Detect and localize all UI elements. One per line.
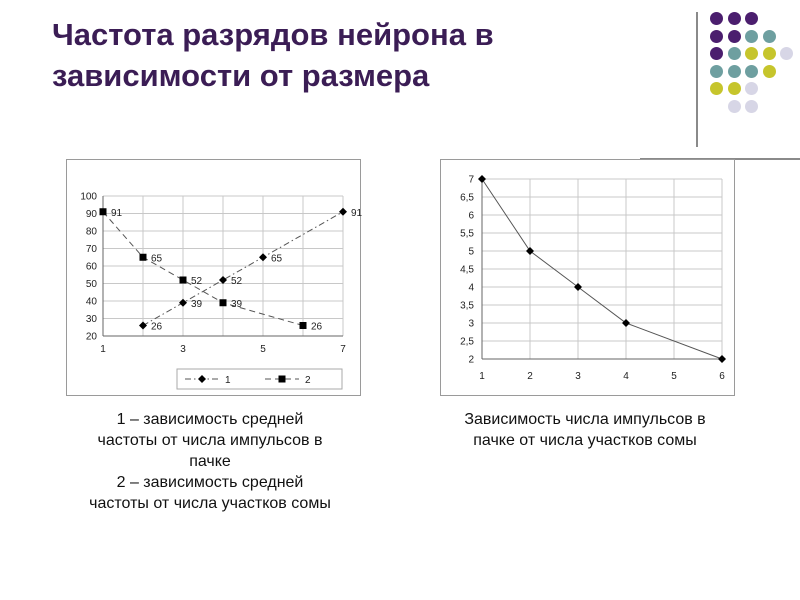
decor-dot: [728, 47, 741, 60]
series-point: [622, 319, 630, 327]
y-tick-label: 4: [468, 282, 474, 294]
y-tick-label: 50: [85, 279, 97, 290]
series-point: [574, 283, 582, 291]
y-tick-label: 3,5: [460, 300, 474, 312]
x-tick-label: 3: [575, 371, 581, 382]
decor-dot: [728, 82, 741, 95]
series-1-point: [219, 276, 227, 284]
series-2-line: [103, 212, 303, 326]
series-1-data-label: 39: [191, 298, 203, 310]
caption-left-line-2: частоты от числа импульсов в: [97, 432, 323, 449]
y-tick-label: 7: [468, 174, 474, 186]
series-2-point: [300, 322, 307, 329]
legend-marker-2: [279, 376, 286, 383]
caption-right: [412, 409, 758, 451]
series-1-data-label: 65: [271, 253, 283, 265]
series-1-data-label: 26: [151, 321, 163, 333]
series-1-data-label: 52: [231, 276, 243, 287]
x-tick-label: 4: [623, 371, 629, 382]
series-point: [526, 247, 534, 255]
series-1-data-label: 91: [351, 207, 363, 219]
decor-dot: [710, 30, 723, 43]
caption-left: [30, 409, 390, 514]
y-tick-label: 6,5: [460, 192, 474, 204]
x-tick-label: 7: [340, 344, 346, 355]
decor-dot: [710, 65, 723, 78]
chart-right: [441, 160, 734, 395]
legend: [177, 369, 342, 389]
decor-dot: [745, 100, 758, 113]
series-2-data-label: 52: [191, 276, 203, 287]
x-tick-label: 5: [671, 371, 677, 382]
caption-left-line-4: 2 – зависимость средней: [116, 474, 304, 491]
y-tick-label: 2: [468, 354, 474, 366]
y-tick-label: 40: [85, 296, 97, 308]
y-tick-label: 20: [85, 331, 97, 343]
series-1-point: [179, 299, 187, 307]
y-tick-label: 80: [85, 226, 97, 238]
decor-dot: [710, 82, 723, 95]
y-tick-label: 5,5: [460, 228, 474, 240]
legend-label-1: 1: [225, 375, 231, 386]
decor-dot: [745, 30, 758, 43]
slide-title-line-1: Частота разрядов нейрона в: [52, 17, 494, 52]
decor-dot: [728, 12, 741, 25]
series-1-point: [139, 322, 147, 330]
chart-left: [67, 160, 363, 395]
series-1-point: [259, 253, 267, 261]
caption-left-line-1: 1 – зависимость средней: [116, 411, 304, 428]
decor-dot: [710, 12, 723, 25]
series-2-data-label: 26: [311, 321, 323, 333]
decor-dot: [763, 65, 776, 78]
x-tick-label: 5: [260, 344, 266, 355]
series-1-point: [339, 208, 347, 216]
x-tick-label: 6: [719, 371, 725, 382]
decor-dot: [728, 65, 741, 78]
series-2-point: [140, 254, 147, 261]
x-tick-label: 2: [527, 371, 533, 382]
decor-dot: [763, 30, 776, 43]
decor-dot: [745, 12, 758, 25]
decor-dot: [780, 47, 793, 60]
decor-dot: [745, 47, 758, 60]
x-tick-label: 1: [100, 344, 106, 355]
chart-right-frame: [440, 159, 735, 396]
y-tick-label: 60: [85, 261, 97, 273]
series-2-point: [100, 208, 107, 215]
slide-title: [52, 14, 652, 96]
y-tick-label: 6: [468, 210, 474, 222]
x-tick-label: 3: [180, 344, 186, 355]
chart-left-frame: [66, 159, 361, 396]
series-point: [478, 175, 486, 183]
decorative-vertical-line: [696, 12, 698, 147]
series-2-data-label: 91: [111, 207, 123, 219]
series-2-point: [220, 299, 227, 306]
caption-left-line-3: пачке: [189, 453, 231, 470]
y-tick-label: 90: [85, 209, 97, 220]
caption-right-line-2: пачке от числа участков сомы: [473, 432, 697, 449]
caption-right-line-1: Зависимость числа импульсов в: [464, 411, 706, 428]
y-tick-label: 4,5: [460, 264, 474, 276]
y-tick-label: 2,5: [460, 336, 474, 348]
y-tick-label: 100: [80, 191, 97, 203]
slide-title-line-2: зависимости от размера: [52, 58, 430, 93]
series-2-data-label: 39: [231, 298, 243, 310]
decor-dot: [710, 47, 723, 60]
y-tick-label: 70: [85, 244, 97, 255]
legend-label-2: 2: [305, 375, 311, 386]
decor-dot: [745, 65, 758, 78]
x-tick-label: 1: [479, 371, 485, 382]
decor-dot: [728, 100, 741, 113]
decor-dot: [763, 47, 776, 60]
y-tick-label: 3: [468, 318, 474, 330]
y-tick-label: 5: [468, 246, 474, 258]
series-2-point: [180, 277, 187, 284]
series-2-data-label: 65: [151, 253, 163, 265]
series-point: [718, 355, 726, 363]
decor-dot: [728, 30, 741, 43]
y-tick-label: 30: [85, 314, 97, 325]
decor-dot: [745, 82, 758, 95]
caption-left-line-5: частоты от числа участков сомы: [89, 495, 331, 512]
